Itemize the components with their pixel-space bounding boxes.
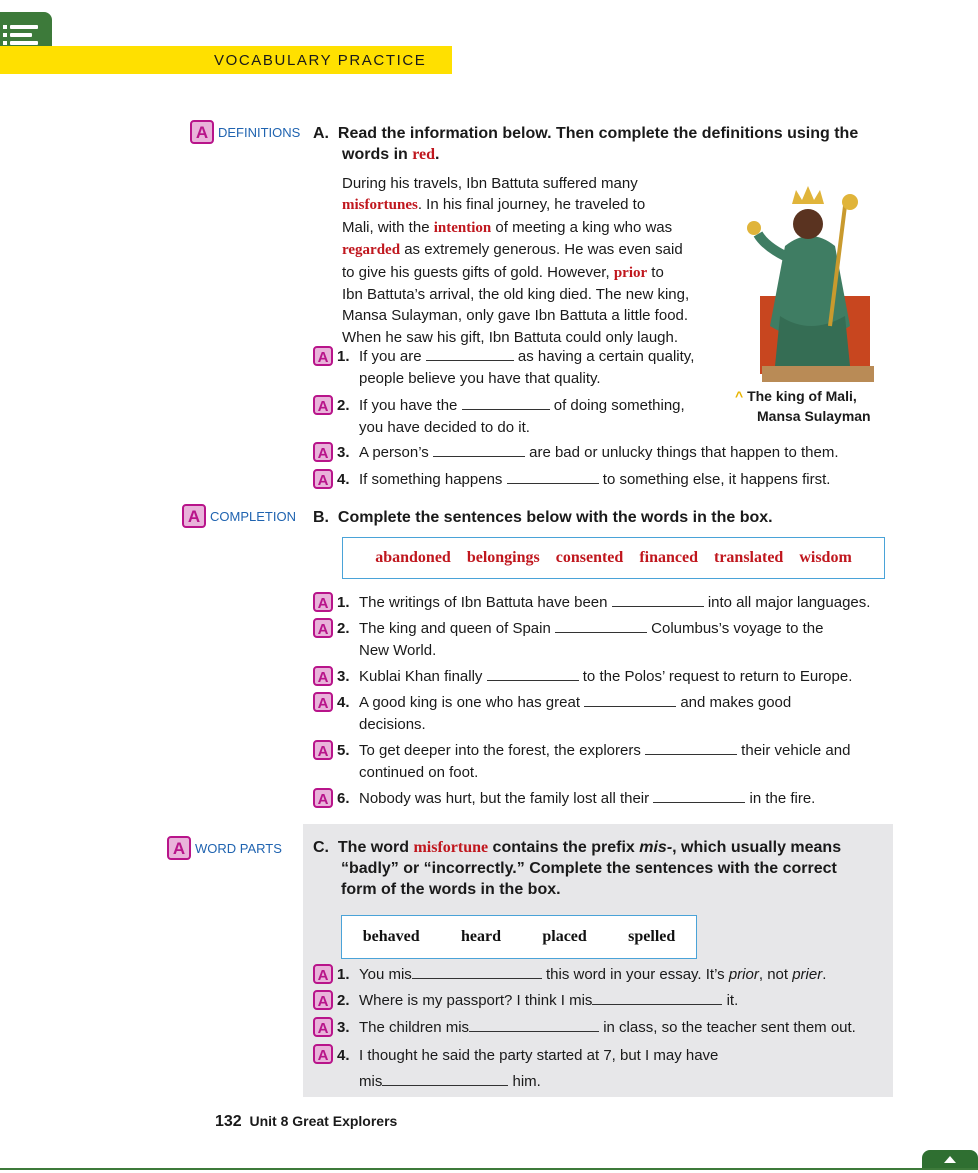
activity-a-icon: A: [313, 592, 333, 612]
activity-a-icon: A: [313, 692, 333, 712]
answer-blank[interactable]: [507, 469, 599, 484]
activity-a-icon: A: [313, 469, 333, 489]
answer-blank[interactable]: [612, 592, 704, 607]
activity-a-icon: A: [313, 346, 333, 366]
answer-blank[interactable]: [592, 990, 722, 1005]
answer-blank[interactable]: [645, 740, 737, 755]
activity-a-icon: A: [313, 740, 333, 760]
activity-a-icon: A: [313, 1044, 333, 1064]
answer-blank[interactable]: [653, 788, 745, 803]
definitions-text: DEFINITIONS: [218, 124, 301, 140]
word-box-c: [341, 915, 697, 959]
activity-a-icon: A: [313, 990, 333, 1010]
activity-a-icon: A: [313, 666, 333, 686]
completion-item: A 3. Kublai Khan finally to the Polos’ request to return to Europe.: [313, 666, 852, 689]
unit-title: Unit 8 Great Explorers: [249, 1113, 398, 1129]
activity-a-icon: A: [313, 618, 333, 638]
completion-item: A 5. To get deeper into the forest, the explorers their vehicle and continued on foot.: [313, 740, 850, 784]
answer-blank[interactable]: [555, 618, 647, 633]
completion-item: A 6. Nobody was hurt, but the family lost all their in the fire.: [313, 788, 815, 811]
activity-a-icon: A: [167, 836, 191, 860]
word-option: placed: [542, 928, 587, 945]
king-of-mali-illustration: [740, 176, 878, 382]
page-footer: [215, 1113, 397, 1131]
footer-divider: [0, 1168, 978, 1170]
section-banner: [0, 46, 452, 74]
answer-blank[interactable]: [412, 964, 542, 979]
activity-a-icon: A: [190, 120, 214, 144]
word-option: heard: [460, 928, 501, 945]
word-option: translated: [713, 549, 784, 566]
activity-a-icon: A: [313, 442, 333, 462]
section-a-instruction: A. Read the information below. Then complete the definitions using the words in red.: [313, 125, 859, 163]
completion-label: [182, 504, 296, 528]
activity-a-icon: A: [313, 964, 333, 984]
word-option: spelled: [628, 928, 676, 945]
completion-item: A 4. A good king is one who has great and makes good decisions.: [313, 692, 791, 736]
word-option: belongings: [466, 549, 540, 566]
answer-blank[interactable]: [469, 1017, 599, 1032]
word-parts-item: A 1. You mis this word in your essay. It’s prior, not prier.: [313, 964, 826, 987]
definition-item: A 2. If you have the of doing something, you have decided to do it.: [313, 395, 685, 439]
word-option: abandoned: [375, 549, 451, 566]
word-parts-item: A 3. The children mis in class, so the teacher sent them out.: [313, 1017, 856, 1040]
caret-up-icon: ^: [735, 388, 744, 404]
answer-blank[interactable]: [426, 346, 514, 361]
activity-a-icon: A: [313, 788, 333, 808]
page-number: 132: [215, 1113, 242, 1130]
word-option: consented: [555, 549, 624, 566]
definition-item: A 1. If you are as having a certain quality, people believe you have that quality.: [313, 346, 694, 390]
completion-item: A 2. The king and queen of Spain Columbus’s voyage to the New World.: [313, 618, 823, 662]
scroll-up-button[interactable]: [922, 1150, 978, 1168]
section-c-instruction: C. The word misfortune contains the prefix mis-, which usually means “badly” or “incorrectly.” Complete the sentences with the correct form of the words in the box.: [313, 839, 842, 898]
answer-blank[interactable]: [382, 1071, 508, 1086]
activity-a-icon: A: [182, 504, 206, 528]
word-parts-item: A 2. Where is my passport? I think I mis it.: [313, 990, 738, 1013]
answer-blank[interactable]: [584, 692, 676, 707]
image-caption: ^ The king of Mali, Mansa Sulayman: [735, 388, 871, 424]
word-option: financed: [639, 549, 698, 566]
arrow-up-icon: [922, 1150, 978, 1168]
definitions-label: [190, 120, 300, 144]
word-option: wisdom: [799, 549, 852, 566]
word-option: behaved: [362, 928, 420, 945]
answer-blank[interactable]: [487, 666, 579, 681]
definition-item: A 4. If something happens to something else, it happens first.: [313, 469, 830, 492]
section-b-instruction: B. Complete the sentences below with the words in the box.: [313, 509, 773, 526]
answer-blank[interactable]: [433, 442, 525, 457]
completion-text: COMPLETION: [210, 508, 296, 524]
activity-a-icon: A: [313, 1017, 333, 1037]
word-parts-label: [167, 836, 282, 860]
completion-item: A 1. The writings of Ibn Battuta have been into all major languages.: [313, 592, 870, 615]
word-box-b: [342, 537, 885, 579]
definition-item: A 3. A person’s are bad or unlucky things that happen to them.: [313, 442, 839, 465]
activity-a-icon: A: [313, 395, 333, 415]
banner-title: VOCABULARY PRACTICE: [214, 52, 427, 69]
answer-blank[interactable]: [462, 395, 550, 410]
word-parts-text: WORD PARTS: [195, 840, 282, 856]
ibn-battuta-passage: During his travels, Ibn Battuta suffered many misfortunes. In his final journey, he traveled to Mali, with the intention of meeting a king who was regarded as extremely generous. He was even said to give his guests gifts of gold. However, prior to Ibn Battuta’s arrival, the old king died. The new king, Mansa Sulayman, only gave Ibn Battuta a little food. When he saw his gift, Ibn Battuta could only laugh.: [342, 175, 690, 346]
word-parts-item: A 4. I thought he said the party started at 7, but I may have mis him.: [313, 1043, 718, 1095]
